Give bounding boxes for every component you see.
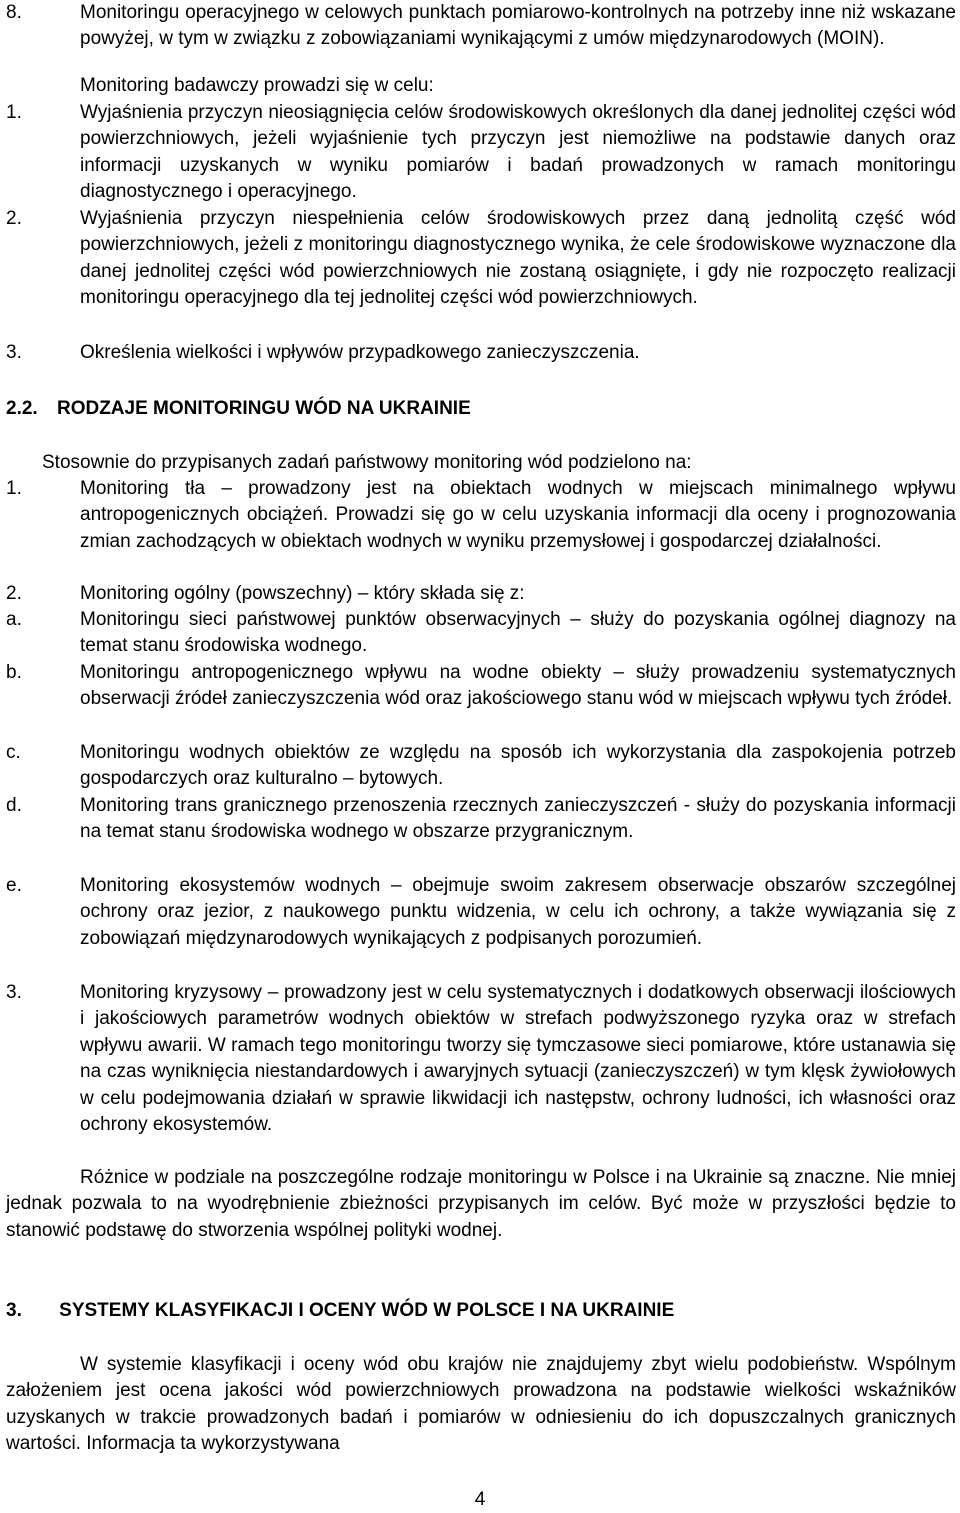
item-text: Monitoringu sieci państwowej punktów obserwacyjnych – służy do pozyskania ogólnej diagnozy na temat stanu środowiska wodnego. <box>80 609 956 657</box>
item-text: Monitoring ekosystemów wodnych – obejmuje swoim zakresem obserwacje obszarów szczególnej ochrony oraz jezior, z naukowego punktu widzenia, w celu ich ochrony, a także wywiązania się z zobowiązań międzynarodowych wynikających z podpisanych porozumień. <box>80 875 956 949</box>
section-heading <box>6 1298 674 1324</box>
list-item <box>6 980 956 1138</box>
list-item <box>6 340 956 366</box>
item-text: Monitoring trans granicznego przenoszenia rzecznych zanieczyszczeń - służy do pozyskania informacji na temat stanu środowiska wodnego w obszarze przygranicznym. <box>80 795 956 843</box>
list-item <box>6 660 956 713</box>
item-number: c. <box>6 742 21 763</box>
list-item <box>6 206 956 312</box>
list-item <box>6 581 956 607</box>
body-paragraph: Różnice w podziale na poszczególne rodzaje monitoringu w Polsce i na Ukrainie są znaczne. Nie mniej jednak pozwala to na wyodrębnienie zbieżności przypisanych im celów. Być może w przyszłości będzie to stanowić podstawę do stworzenia wspólnej polityki wodnej. <box>6 1167 956 1241</box>
item-text: Określenia wielkości i wpływów przypadkowego zanieczyszczenia. <box>80 342 640 363</box>
item-text: Monitoring tła – prowadzony jest na obiektach wodnych w miejscach minimalnego wpływu antropogenicznych obciążeń. Prowadzi się go w celu uzyskania informacji dla oceny i prognozowania zmian zachodzących w obiektach wodnych w wyniku przemysłowej i gospodarczej działalności. <box>80 478 956 552</box>
section-heading <box>6 396 471 422</box>
item-text: Monitoring badawczy prowadzi się w celu: <box>80 75 434 96</box>
section-number: 3. <box>6 1300 22 1321</box>
item-number: 1. <box>6 102 22 123</box>
item-number: d. <box>6 795 22 816</box>
list-item <box>6 607 956 660</box>
item-number: b. <box>6 662 22 683</box>
item-text: Monitoring kryzysowy – prowadzony jest w celu systematycznych i dodatkowych obserwacji ilościowych i jakościowych parametrów wodnych obiektów w strefach podwyższonego ryzyka oraz w strefach wpływu awarii. W ramach tego monitoringu tworzy się tymczasowe sieci pomiarowe, które ustanawia się na czas wyniknięcia niestandardowych i awaryjnych sytuacji (zanieczyszczeń) w tym klęsk żywiołowych w celu podejmowania działań w sprawie likwidacji ich następstw, ochrony ludności, ich własności oraz ochrony ekosystemów. <box>80 982 956 1136</box>
list-item <box>6 476 956 555</box>
item-text: Monitoringu antropogenicznego wpływu na wodne obiekty – służy prowadzeniu systematycznych obserwacji źródeł zanieczyszczenia wód oraz jakościowego stanu wód w miejscach wpływu tych źródeł. <box>80 662 956 710</box>
list-item <box>6 740 956 793</box>
item-text: Wyjaśnienia przyczyn nieosiągnięcia celów środowiskowych określonych dla danej jednolitej części wód powierzchniowych, jeżeli wyjaśnienie tych przyczyn jest niemożliwe na podstawie danych oraz informacji uzyskanych w wyniku pomiarów i badań prowadzonych w ramach monitoringu diagnostycznego i operacyjnego. <box>80 102 956 203</box>
item-text: Monitoringu operacyjnego w celowych punktach pomiarowo-kontrolnych na potrzeby inne niż wskazane powyżej, w tym w związku z zobowiązaniami wynikającymi z umów międzynarodowych (MOIN). <box>80 2 956 50</box>
list-item <box>6 100 956 206</box>
item-text: Wyjaśnienia przyczyn niespełnienia celów środowiskowych przez daną jednolitą część wód powierzchniowych, jeżeli z monitoringu diagnostycznego wynika, że cele środowiskowe wyznaczone dla danej jednolitej części wód powierzchniowych nie zostaną osiągnięte, i gdy nie rozpoczęto realizacji monitoringu operacyjnego dla tej jednolitej części wód powierzchniowych. <box>80 208 956 309</box>
item-text: Monitoring ogólny (powszechny) – który składa się z: <box>80 583 525 604</box>
list-item <box>6 73 956 99</box>
item-number: 3. <box>6 342 22 363</box>
item-number: 1. <box>6 478 22 499</box>
section-title: SYSTEMY KLASYFIKACJI I OCENY WÓD W POLSCE I NA UKRAINIE <box>59 1300 675 1321</box>
item-number: 2. <box>6 208 22 229</box>
intro-paragraph: Stosownie do przypisanych zadań państwowy monitoring wód podzielono na: <box>42 452 692 473</box>
item-number: 2. <box>6 583 22 604</box>
item-text: Monitoringu wodnych obiektów ze względu na sposób ich wykorzystania dla zaspokojenia potrzeb gospodarczych oraz kulturalno – bytowych. <box>80 742 956 790</box>
list-item <box>6 873 956 952</box>
body-paragraph: W systemie klasyfikacji i oceny wód obu krajów nie znajdujemy zbyt wielu podobieństw. Wspólnym założeniem jest ocena jakości wód powierzchniowych prowadzona na podstawie wielkości wskaźników uzyskanych w trakcie prowadzonych badań i pomiarów w odniesieniu do ich dopuszczalnych granicznych wartości. Informacja ta wykorzystywana <box>6 1354 956 1455</box>
section-number: 2.2. <box>6 398 38 419</box>
list-item <box>6 0 956 53</box>
item-number: 8. <box>6 2 22 23</box>
section-title: RODZAJE MONITORINGU WÓD NA UKRAINIE <box>56 398 471 419</box>
item-number: e. <box>6 875 22 896</box>
item-number: a. <box>6 609 22 630</box>
page-number: 4 <box>474 1489 486 1510</box>
list-item <box>6 793 956 846</box>
item-number: 3. <box>6 982 22 1003</box>
